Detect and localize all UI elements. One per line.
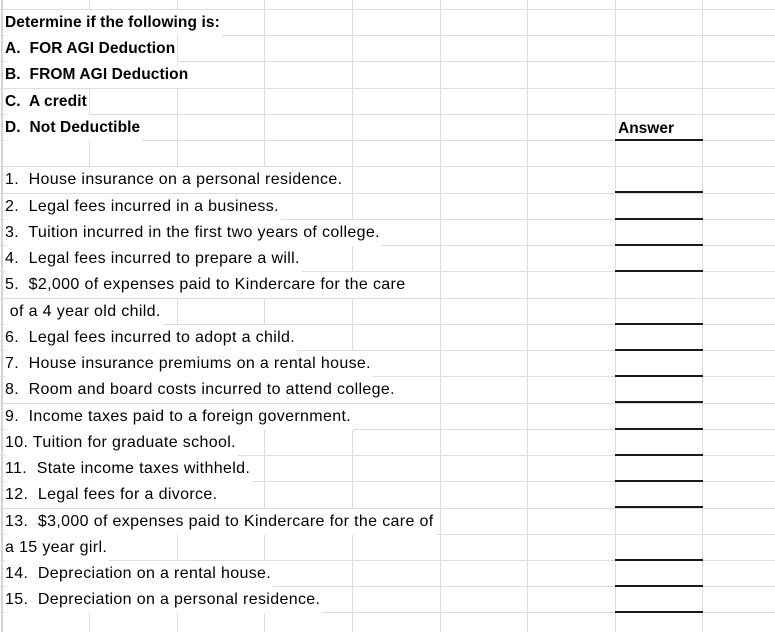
gridline-vertical [1, 0, 3, 632]
option-c: C. A credit [5, 89, 89, 115]
question-item-11: 11. State income taxes withheld. [5, 456, 252, 482]
question-item-10: 10. Tuition for graduate school. [5, 430, 238, 456]
answer-field-7[interactable] [615, 351, 703, 377]
answer-field-9[interactable] [615, 404, 703, 430]
answer-field-2[interactable] [615, 194, 703, 220]
option-d: D. Not Deductible [5, 115, 142, 141]
gridline-vertical [264, 0, 265, 632]
answer-field-12[interactable] [615, 482, 703, 508]
answer-header-cell [615, 115, 703, 141]
question-item-7: 7. House insurance premiums on a rental house. [5, 351, 373, 377]
answer-field-11[interactable] [615, 456, 703, 482]
instructions-title: Determine if the following is: [5, 10, 222, 36]
question-item-13-line-1: 13. $3,000 of expenses paid to Kindercare for the care of [5, 509, 436, 535]
question-item-14: 14. Depreciation on a rental house. [5, 561, 273, 587]
option-a: A. FOR AGI Deduction [5, 36, 177, 62]
question-item-5-line-2: of a 4 year old child. [5, 299, 163, 325]
answer-field-5[interactable] [615, 299, 703, 325]
gridline-vertical [352, 0, 353, 632]
answer-column-header: Answer [618, 120, 674, 137]
question-item-13-line-2: a 15 year girl. [5, 535, 109, 561]
question-item-15: 15. Depreciation on a personal residence. [5, 587, 322, 613]
answer-field-4[interactable] [615, 246, 703, 272]
question-item-6: 6. Legal fees incurred to adopt a child. [5, 325, 297, 351]
gridline-vertical [527, 0, 528, 632]
question-item-9: 9. Income taxes paid to a foreign government. [5, 404, 353, 430]
answer-field-3[interactable] [615, 220, 703, 246]
question-item-8: 8. Room and board costs incurred to attend college. [5, 377, 397, 403]
question-item-4: 4. Legal fees incurred to prepare a will. [5, 246, 302, 272]
gridline-vertical [440, 0, 441, 632]
gridline-vertical [177, 0, 178, 632]
answer-field-1[interactable] [615, 167, 703, 193]
question-item-1: 1. House insurance on a personal residence. [5, 167, 344, 193]
gridline-horizontal [0, 88, 775, 89]
question-item-5-line-1: 5. $2,000 of expenses paid to Kindercare for the care [5, 272, 407, 298]
answer-field-14[interactable] [615, 561, 703, 587]
answer-field-8[interactable] [615, 377, 703, 403]
question-item-3: 3. Tuition incurred in the first two years of college. [5, 220, 382, 246]
answer-field-6[interactable] [615, 325, 703, 351]
answer-field-10[interactable] [615, 430, 703, 456]
question-item-12: 12. Legal fees for a divorce. [5, 482, 219, 508]
answer-field-13[interactable] [615, 535, 703, 561]
answer-field-15[interactable] [615, 587, 703, 613]
option-b: B. FROM AGI Deduction [5, 62, 190, 88]
question-item-2: 2. Legal fees incurred in a business. [5, 194, 281, 220]
